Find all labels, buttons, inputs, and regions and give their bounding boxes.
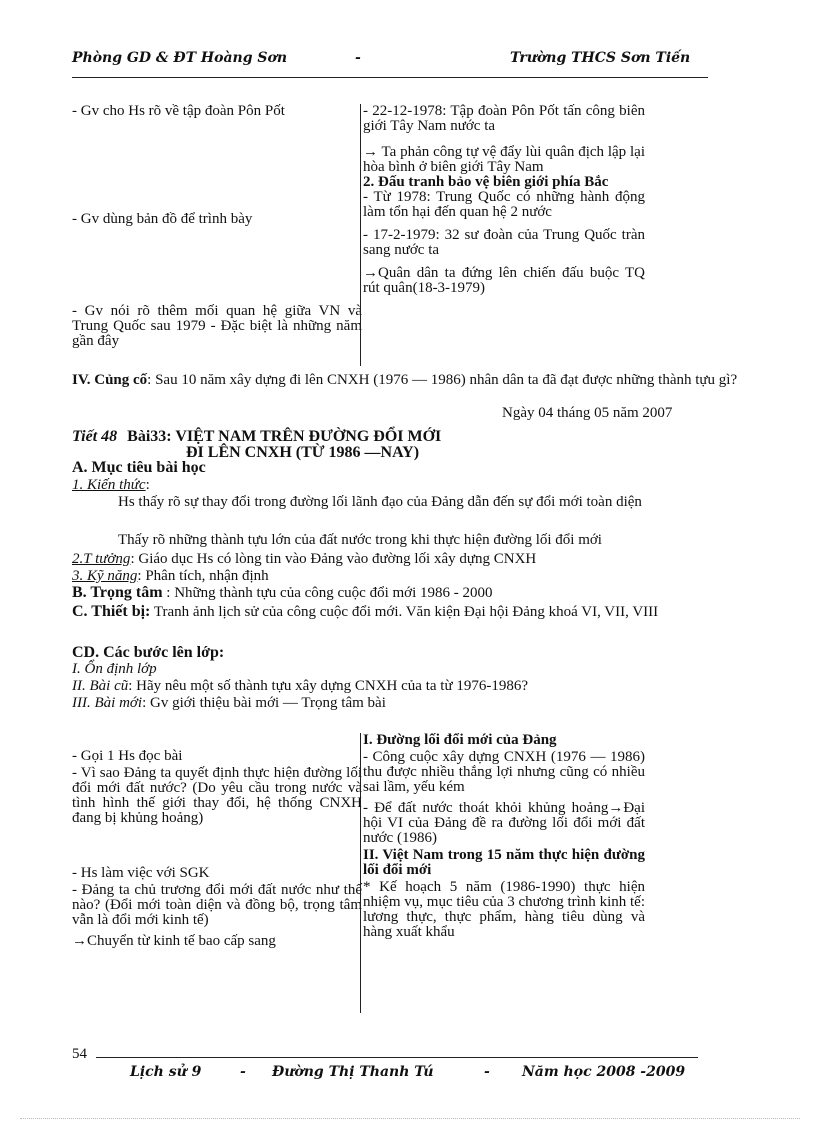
step-2 <box>72 678 738 694</box>
lesson-date: Ngày 04 tháng 05 năm 2007 <box>502 405 673 421</box>
table2-right-item: - Để đất nước thoát khỏi khủng hoảng→Đại hội VI của Đảng đề ra đường lối đổi mới đất nước (1986) <box>363 800 645 846</box>
table1-right-item: - 17-2-1979: 32 sư đoàn của Trung Quốc tràn sang nước ta <box>363 227 645 258</box>
skill-row <box>72 568 738 584</box>
footer-left: Lịch sử 9 <box>130 1064 202 1080</box>
table2-right-item: - Công cuộc xây dựng CNXH (1976 — 1986) thu được nhiều thắng lợi nhưng cũng có nhiều sai lầm, yếu kém <box>363 749 645 795</box>
header-right: Trường THCS Sơn Tiến <box>510 50 691 66</box>
step-2-label: II. Bài cũ <box>72 678 129 694</box>
thought-row <box>72 551 738 567</box>
page-edge <box>20 1118 800 1119</box>
focus-label: B. Trọng tâm <box>72 584 163 601</box>
table1-left-column <box>72 104 362 349</box>
step-1: I. Ổn định lớp <box>72 661 157 677</box>
table1-right-item: → Ta phản công tự vệ đẩy lùi quân địch lập lại hòa bình ở biên giới Tây Nam <box>363 144 645 175</box>
thought-text: : Giáo dục Hs có lòng tin vào Đảng vào đường lối xây dựng CNXH <box>130 551 537 567</box>
thought-label: 2.T tưởng <box>72 551 131 567</box>
table2-left-item: - Vì sao Đảng ta quyết định thực hiện đường lối đổi mới đất nước? (Do yêu cầu trong nước và tình hình thế giới thay đổi, hệ thống CNXH đang bị khủng hoảng) <box>72 765 362 826</box>
skill-label: 3. Kỹ năng <box>72 568 138 584</box>
table1-right-item: →Quân dân ta đứng lên chiến đấu buộc TQ rút quân(18-3-1979) <box>363 265 645 296</box>
step-3-text: : Gv giới thiệu bài mới — Trọng tâm bài <box>142 695 386 711</box>
footer-mid: Đường Thị Thanh Tú <box>272 1064 434 1080</box>
table2-left-item: - Hs làm việc với SGK <box>72 865 210 881</box>
lesson-period: Tiết 48 <box>72 428 118 445</box>
steps-heading: CD. Các bước lên lớp: <box>72 644 225 661</box>
skill-text: : Phân tích, nhận định <box>137 568 269 584</box>
header-left: Phòng GD & ĐT Hoàng Sơn <box>72 50 288 66</box>
consolidation <box>72 372 738 388</box>
table1-right-item: - Từ 1978: Trung Quốc có những hành động làm tổn hại đến quan hệ 2 nước <box>363 189 645 220</box>
equipment-row <box>72 604 738 620</box>
table1-left-item: - Gv nói rõ thêm mối quan hệ giữa VN và Trung Quốc sau 1979 - Đặc biệt là những năm gần đây <box>72 303 362 349</box>
table1-right-column <box>360 104 645 366</box>
knowledge-colon: : <box>145 477 150 493</box>
footer-dash: - <box>240 1064 246 1080</box>
table2-left-item: - Gọi 1 Hs đọc bài <box>72 748 183 764</box>
consolidation-text: : Sau 10 năm xây dựng đi lên CNXH (1976 — 1986) nhân dân ta đã đạt được những thành tựu gì? <box>147 372 738 388</box>
knowledge-label: 1. Kiến thức <box>72 477 146 493</box>
section-heading: 2. Đấu tranh bảo vệ biên giới phía Bắc <box>363 174 609 190</box>
step-3-label: III. Bài mới <box>72 695 143 711</box>
equipment-label: C. Thiết bị: <box>72 603 151 620</box>
knowledge-label-row <box>72 477 150 494</box>
table1-left-item: - Gv dùng bản đồ để trình bày <box>72 211 253 227</box>
knowledge-1: Hs thấy rõ sự thay đổi trong đường lối lãnh đạo của Đảng dẫn đến sự đổi mới toàn diện <box>118 494 642 510</box>
knowledge-2: Thấy rõ những thành tựu lớn của đất nước trong khi thực hiện đường lối đổi mới <box>118 532 602 548</box>
focus-row <box>72 585 738 601</box>
objectives-heading: A. Mục tiêu bài học <box>72 459 206 476</box>
lesson-title-line1: : VIỆT NAM TRÊN ĐƯỜNG ĐỔI MỚI <box>166 428 442 445</box>
footer-dash: - <box>484 1064 490 1080</box>
footer-rule <box>96 1057 698 1058</box>
consolidation-label: IV. Củng cố <box>72 372 148 388</box>
focus-text: : Những thành tựu của công cuộc đổi mới 1986 - 2000 <box>162 585 493 601</box>
section-heading: II. Việt Nam trong 15 năm thực hiện đường lối đổi mới <box>363 847 645 878</box>
step-3 <box>72 695 738 711</box>
lesson-title-line2: ĐI LÊN CNXH (TỪ 1986 —NAY) <box>186 444 420 461</box>
header-mid: - <box>355 50 361 66</box>
footer-right: Năm học 2008 -2009 <box>522 1064 686 1080</box>
page-number: 54 <box>72 1046 87 1062</box>
table1-left-item: - Gv cho Hs rõ về tập đoàn Pôn Pốt <box>72 103 285 119</box>
table2-left-item: →Chuyển từ kinh tế bao cấp sang <box>72 933 276 949</box>
header-rule <box>72 77 708 78</box>
table2-right-item: * Kế hoạch 5 năm (1986-1990) thực hiện nhiệm vụ, mục tiêu của 3 chương trình kinh tế: lương thực, thực phẩm, hàng tiêu dùng và hàng xuất khẩu <box>363 879 645 940</box>
table2-left-item: - Đảng ta chủ trương đổi mới đất nước như thế nào? (Đổi mới toàn diện và đồng bộ, trọng tâm vẫn là đổi mới kinh tế) <box>72 882 362 928</box>
section-heading: I. Đường lối đổi mới của Đảng <box>363 732 557 748</box>
table1-right-item: - 22-12-1978: Tập đoàn Pôn Pốt tấn công biên giới Tây Nam nước ta <box>363 103 645 134</box>
step-2-text: : Hãy nêu một số thành tựu xây dựng CNXH của ta từ 1976-1986? <box>128 678 528 694</box>
table2-left-column <box>72 749 362 949</box>
equipment-text: Tranh ảnh lịch sử của công cuộc đổi mới. Văn kiện Đại hội Đảng khoá VI, VII, VIII <box>150 604 659 620</box>
table2-right-column <box>360 733 645 1013</box>
lesson-number: Bài33 <box>127 428 167 445</box>
